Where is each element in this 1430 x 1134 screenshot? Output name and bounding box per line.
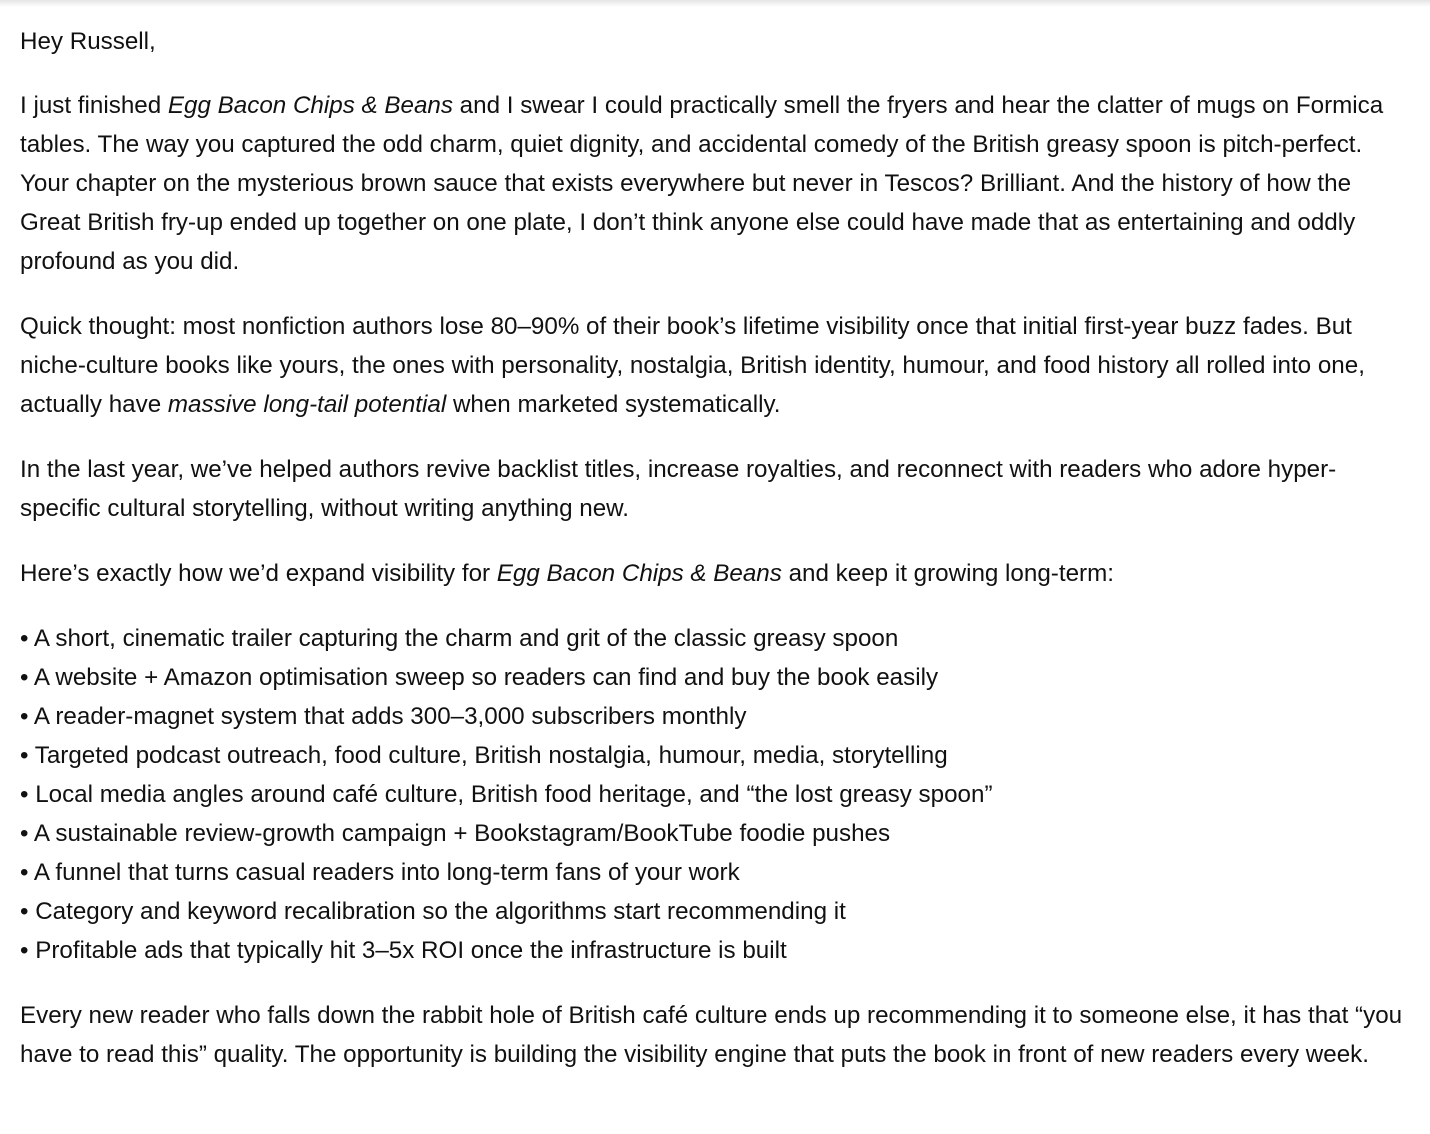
- paragraph-book-praise-text-2: and I swear I could practically smell the fryers and hear the clatter of mugs on Formica tables. The way you captured the odd charm, quiet dignity, and accidental comedy of the British greasy spoon is pitch-perfect. Your chapter on the mysterious brown sauce that exists everywhere but never in Tescos? Brilliant. And the history of how the Great British fry-up ended up together on one plate, I don’t think anyone else could have made that as entertaining and oddly profound as you did.: [20, 92, 1384, 275]
- bullet-item-keywords: • Category and keyword recalibration so the algorithms start recommending it: [20, 898, 846, 925]
- bullet-item-funnel: • A funnel that turns casual readers into long-term fans of your work: [20, 859, 740, 886]
- services-bullet-list: [20, 619, 1412, 970]
- paragraph-plan-intro: [20, 554, 1412, 593]
- long-tail-emphasis: massive long-tail potential: [167, 391, 447, 418]
- paragraph-long-tail: [20, 307, 1412, 424]
- paragraph-plan-intro-text-2: and keep it growing long-term:: [781, 560, 1114, 587]
- bullet-item-website: • A website + Amazon optimisation sweep so readers can find and buy the book easily: [20, 664, 939, 691]
- paragraph-book-praise-text-1: I just finished: [20, 92, 168, 119]
- bullet-item-local-media: • Local media angles around café culture, British food heritage, and “the lost greasy spoon”: [20, 781, 993, 808]
- bullet-item-trailer: • A short, cinematic trailer capturing the charm and grit of the classic greasy spoon: [20, 625, 899, 652]
- bullet-item-ads: • Profitable ads that typically hit 3–5x ROI once the infrastructure is built: [20, 937, 787, 964]
- bullet-item-podcast: • Targeted podcast outreach, food culture, British nostalgia, humour, media, storytelling: [20, 742, 948, 769]
- paragraph-closing: Every new reader who falls down the rabbit hole of British café culture ends up recommending it to someone else, it has that “you have to read this” quality. The opportunity is building the visibility engine that puts the book in front of new readers every week.: [20, 1002, 1403, 1068]
- bullet-item-reader-magnet: • A reader-magnet system that adds 300–3,000 subscribers monthly: [20, 703, 747, 730]
- paragraph-book-praise: [20, 86, 1412, 281]
- paragraph-results: In the last year, we’ve helped authors revive backlist titles, increase royalties, and reconnect with readers who adore hyper-specific cultural storytelling, without writing anything new.: [20, 456, 1337, 522]
- email-greeting: Hey Russell,: [20, 28, 156, 55]
- bullet-item-reviews: • A sustainable review-growth campaign + Bookstagram/BookTube foodie pushes: [20, 820, 891, 847]
- paragraph-long-tail-text-1: Quick thought: most nonfiction authors lose 80–90% of their book’s lifetime visibility once that initial first-year buzz fades. But niche-culture books like yours, the ones with personality, nostalgia, British identity, humour, and food history all rolled into one, actually have: [20, 313, 1365, 418]
- top-divider-shadow: [0, 0, 1430, 7]
- book-title-italic: Egg Bacon Chips & Beans: [496, 560, 782, 587]
- email-body: [20, 22, 1412, 1100]
- paragraph-long-tail-text-2: when marketed systematically.: [446, 391, 781, 418]
- book-title-italic: Egg Bacon Chips & Beans: [167, 92, 453, 119]
- paragraph-plan-intro-text-1: Here’s exactly how we’d expand visibility for: [20, 560, 497, 587]
